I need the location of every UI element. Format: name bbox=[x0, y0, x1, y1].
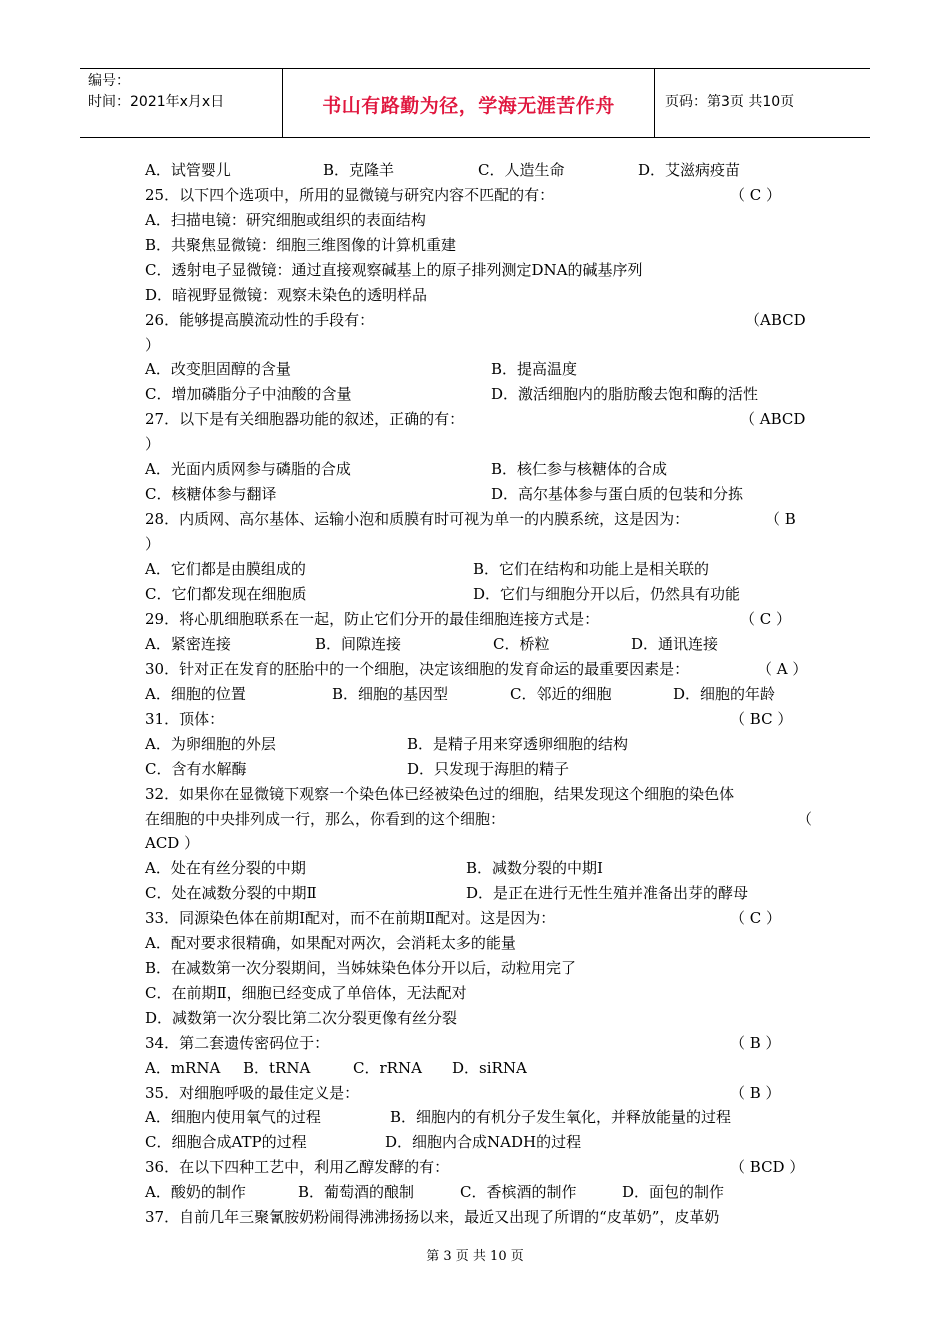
option-text: D．高尔基体参与蛋白质的包装和分拣 bbox=[491, 485, 744, 503]
answer-text: （ BCD ） bbox=[730, 1158, 805, 1176]
option-text: D．减数第一次分裂比第二次分裂更像有丝分裂 bbox=[145, 1009, 458, 1027]
page-header bbox=[80, 68, 870, 138]
option-text: C．含有水解酶 bbox=[145, 760, 247, 778]
option-text: D．细胞内合成NADH的过程 bbox=[385, 1133, 582, 1151]
option-text: D．是正在进行无性生殖并准备出芽的酵母 bbox=[466, 884, 749, 902]
answer-text: （ B bbox=[765, 510, 796, 528]
option-text: D．激活细胞内的脂肪酸去饱和酶的活性 bbox=[491, 385, 759, 403]
option-text: B．tRNA bbox=[243, 1059, 311, 1077]
motto: 书山有路勤为径，学海无涯苦作舟 bbox=[322, 95, 615, 117]
answer-text: （ C ） bbox=[730, 909, 782, 927]
answer-text: （ BC ） bbox=[730, 710, 793, 728]
option-text: B．间隙连接 bbox=[315, 635, 402, 653]
answer-text: ） bbox=[145, 535, 161, 553]
answer-text: （ABCD bbox=[745, 311, 806, 329]
time-label: 时间：2021年x月x日 bbox=[88, 94, 225, 110]
header-meta-cell bbox=[80, 69, 282, 137]
option-text: C．增加磷脂分子中油酸的含量 bbox=[145, 385, 352, 403]
answer-text: （ A ） bbox=[757, 660, 808, 678]
option-text: C．香槟酒的制作 bbox=[460, 1183, 577, 1201]
option-text: C．处在减数分裂的中期Ⅱ bbox=[145, 884, 317, 902]
question-text: 25．以下四个选项中，所用的显微镜与研究内容不匹配的有： bbox=[145, 186, 555, 204]
option-text: C．细胞合成ATP的过程 bbox=[145, 1133, 307, 1151]
option-text: D．它们与细胞分开以后，仍然具有功能 bbox=[473, 585, 741, 603]
answer-text: ACD ） bbox=[145, 834, 200, 852]
answer-text: （ B ） bbox=[730, 1034, 781, 1052]
answer-text: ） bbox=[145, 435, 161, 453]
option-text: D．面包的制作 bbox=[622, 1183, 725, 1201]
option-text: B．细胞的基因型 bbox=[332, 685, 449, 703]
option-text: D．siRNA bbox=[452, 1059, 527, 1077]
option-text: A．处在有丝分裂的中期 bbox=[145, 859, 306, 877]
option-text: B．减数分裂的中期Ⅰ bbox=[466, 859, 603, 877]
question-text: 27．以下是有关细胞器功能的叙述，正确的有： bbox=[145, 410, 465, 428]
question-text: 37．自前几年三聚氰胺奶粉闹得沸沸扬扬以来，最近又出现了所谓的“皮革奶”，皮革奶 bbox=[145, 1208, 720, 1226]
option-text: A．它们都是由膜组成的 bbox=[145, 560, 306, 578]
option-text: C．人造生命 bbox=[478, 161, 565, 179]
answer-text: （ ABCD bbox=[740, 410, 806, 428]
question-text: 29．将心肌细胞联系在一起，防止它们分开的最佳细胞连接方式是： bbox=[145, 610, 600, 628]
option-text: B．是精子用来穿透卵细胞的结构 bbox=[407, 735, 629, 753]
option-text: A．试管婴儿 bbox=[145, 161, 231, 179]
answer-text: （ C ） bbox=[730, 186, 782, 204]
option-text: D．通讯连接 bbox=[631, 635, 719, 653]
question-text: 36．在以下四种工艺中，利用乙醇发酵的有： bbox=[145, 1158, 450, 1176]
option-text: B．提高温度 bbox=[491, 360, 578, 378]
option-text: B．克隆羊 bbox=[323, 161, 395, 179]
option-text: C．邻近的细胞 bbox=[510, 685, 612, 703]
number-label: 编号： bbox=[88, 73, 130, 89]
question-text: 34．第二套遗传密码位于： bbox=[145, 1034, 330, 1052]
option-text: A．紧密连接 bbox=[145, 635, 231, 653]
answer-text: ） bbox=[145, 336, 161, 354]
answer-text: （ bbox=[797, 810, 813, 828]
option-text: A．配对要求很精确，如果配对两次，会消耗太多的能量 bbox=[145, 934, 516, 952]
page-footer: 第 3 页 共 10 页 bbox=[426, 1249, 524, 1264]
option-text: A．细胞的位置 bbox=[145, 685, 246, 703]
option-text: C．核糖体参与翻译 bbox=[145, 485, 277, 503]
answer-text: （ B ） bbox=[730, 1084, 781, 1102]
option-text: C．rRNA bbox=[353, 1059, 422, 1077]
question-text: 26．能够提高膜流动性的手段有： bbox=[145, 311, 375, 329]
option-text: D．暗视野显微镜：观察未染色的透明样品 bbox=[145, 286, 428, 304]
option-text: B．细胞内的有机分子发生氧化，并释放能量的过程 bbox=[390, 1108, 732, 1126]
option-text: D．艾滋病疫苗 bbox=[638, 161, 741, 179]
question-text: 28．内质网、高尔基体、运输小泡和质膜有时可视为单一的内膜系统，这是因为： bbox=[145, 510, 690, 528]
option-text: D．只发现于海胆的精子 bbox=[407, 760, 570, 778]
option-text: B．核仁参与核糖体的合成 bbox=[491, 460, 668, 478]
option-text: C．桥粒 bbox=[493, 635, 550, 653]
option-text: B．共聚焦显微镜：细胞三维图像的计算机重建 bbox=[145, 236, 457, 254]
option-text: A．扫描电镜：研究细胞或组织的表面结构 bbox=[145, 211, 426, 229]
option-text: A．细胞内使用氧气的过程 bbox=[145, 1108, 321, 1126]
option-text: A．改变胆固醇的含量 bbox=[145, 360, 291, 378]
option-text: A．酸奶的制作 bbox=[145, 1183, 246, 1201]
question-text: 32．如果你在显微镜下观察一个染色体已经被染色过的细胞，结果发现这个细胞的染色体 bbox=[145, 785, 735, 803]
option-text: B．它们在结构和功能上是相关联的 bbox=[473, 560, 710, 578]
question-text: 35．对细胞呼吸的最佳定义是： bbox=[145, 1084, 360, 1102]
option-text: B．葡萄酒的酿制 bbox=[298, 1183, 415, 1201]
question-text: 33．同源染色体在前期Ⅰ配对，而不在前期Ⅱ配对。这是因为： bbox=[145, 909, 556, 927]
option-text: B．在减数第一次分裂期间，当姊妹染色体分开以后，动粒用完了 bbox=[145, 959, 577, 977]
option-text: C．它们都发现在细胞质 bbox=[145, 585, 307, 603]
option-text: C．透射电子显微镜：通过直接观察碱基上的原子排列测定DNA的碱基序列 bbox=[145, 261, 643, 279]
option-text: D．细胞的年龄 bbox=[673, 685, 776, 703]
answer-text: （ C ） bbox=[740, 610, 792, 628]
option-text: C．在前期Ⅱ，细胞已经变成了单倍体，无法配对 bbox=[145, 984, 467, 1002]
header-motto-cell bbox=[282, 69, 655, 137]
question-text: 30．针对正在发育的胚胎中的一个细胞，决定该细胞的发育命运的最重要因素是： bbox=[145, 660, 690, 678]
question-text: 在细胞的中央排列成一行，那么，你看到的这个细胞： bbox=[145, 810, 506, 828]
option-text: A．为卵细胞的外层 bbox=[145, 735, 276, 753]
option-text: A．mRNA bbox=[145, 1059, 221, 1077]
option-text: A．光面内质网参与磷脂的合成 bbox=[145, 460, 351, 478]
page-info: 页码：第3页 共10页 bbox=[665, 94, 795, 110]
question-text: 31．顶体： bbox=[145, 710, 225, 728]
header-page-cell bbox=[655, 69, 870, 137]
